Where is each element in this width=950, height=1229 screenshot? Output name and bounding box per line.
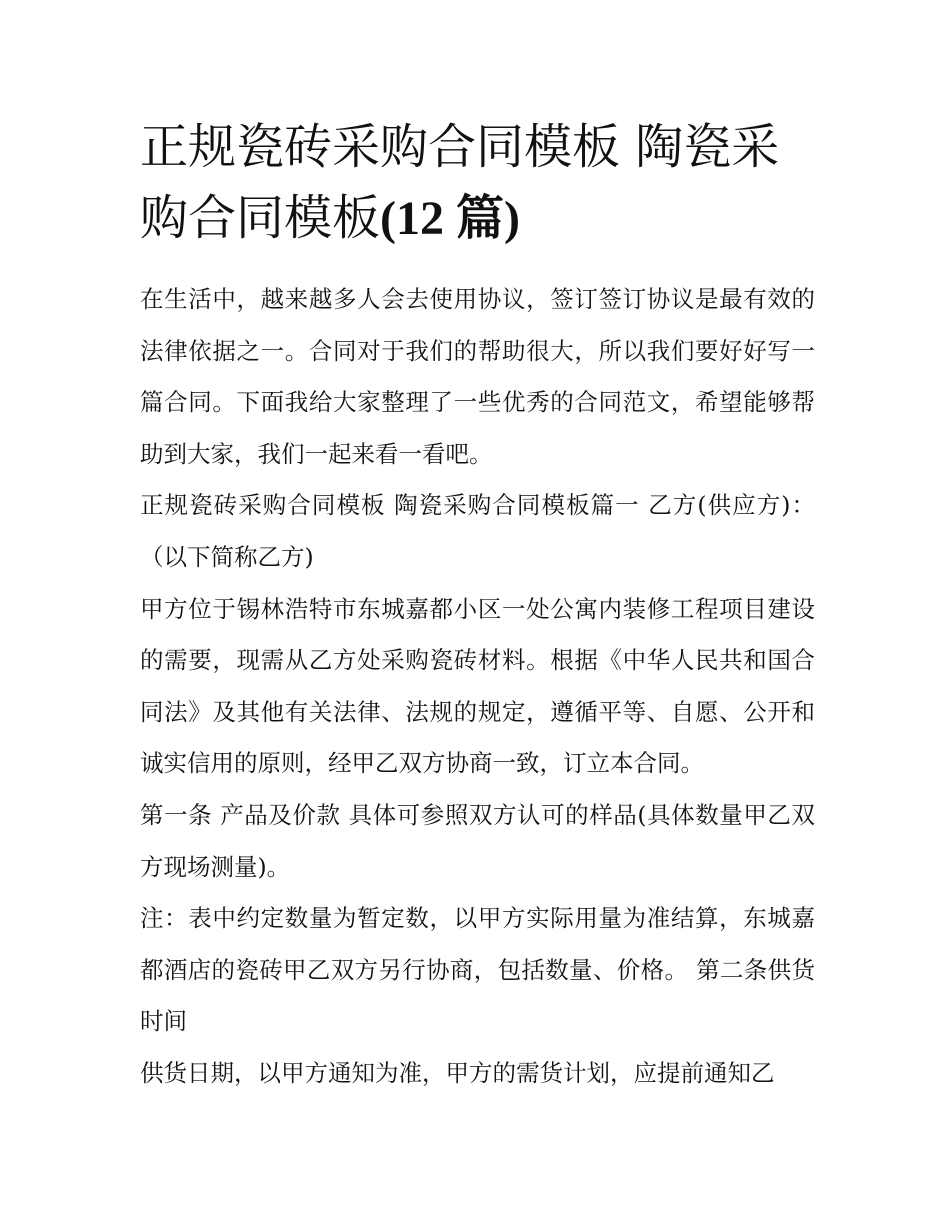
document-body	[140, 112, 815, 1100]
title-count: (12 篇)	[380, 192, 520, 245]
supply-date-paragraph: 供货日期，以甲方通知为准，甲方的需货计划，应提前通知乙	[140, 1058, 775, 1087]
article-one-paragraph: 第一条 产品及价款 具体可参照双方认可的样品(具体数量甲乙双方现场测量)。	[140, 800, 815, 881]
note-paragraph: 注：表中约定数量为暂定数，以甲方实际用量为准结算，东城嘉都酒店的瓷砖甲乙双方另行协商，包括数量、价格。 第二条供货时间	[140, 904, 815, 1036]
document-title	[140, 112, 815, 254]
title-main-text: 正规瓷砖采购合同模板 陶瓷采购合同模板	[140, 119, 780, 246]
section-heading-paragraph: 正规瓷砖采购合同模板 陶瓷采购合同模板篇一 乙方(供应方)：（以下简称乙方)	[140, 491, 815, 571]
contract-purpose-paragraph: 甲方位于锡林浩特市东城嘉都小区一处公寓内装修工程项目建设的需要，现需从乙方处采购瓷砖材料。根据《中华人民共和国合同法》及其他有关法律、法规的规定，遵循平等、自愿、公开和诚实信用的原则，经甲乙双方协商一致，订立本合同。	[140, 594, 815, 778]
intro-paragraph: 在生活中，越来越多人会去使用协议，签订签订协议是最有效的法律依据之一。合同对于我们的帮助很大，所以我们要好好写一篇合同。下面我给大家整理了一些优秀的合同范文，希望能够帮助到大家，我们一起来看一看吧。	[140, 285, 815, 468]
